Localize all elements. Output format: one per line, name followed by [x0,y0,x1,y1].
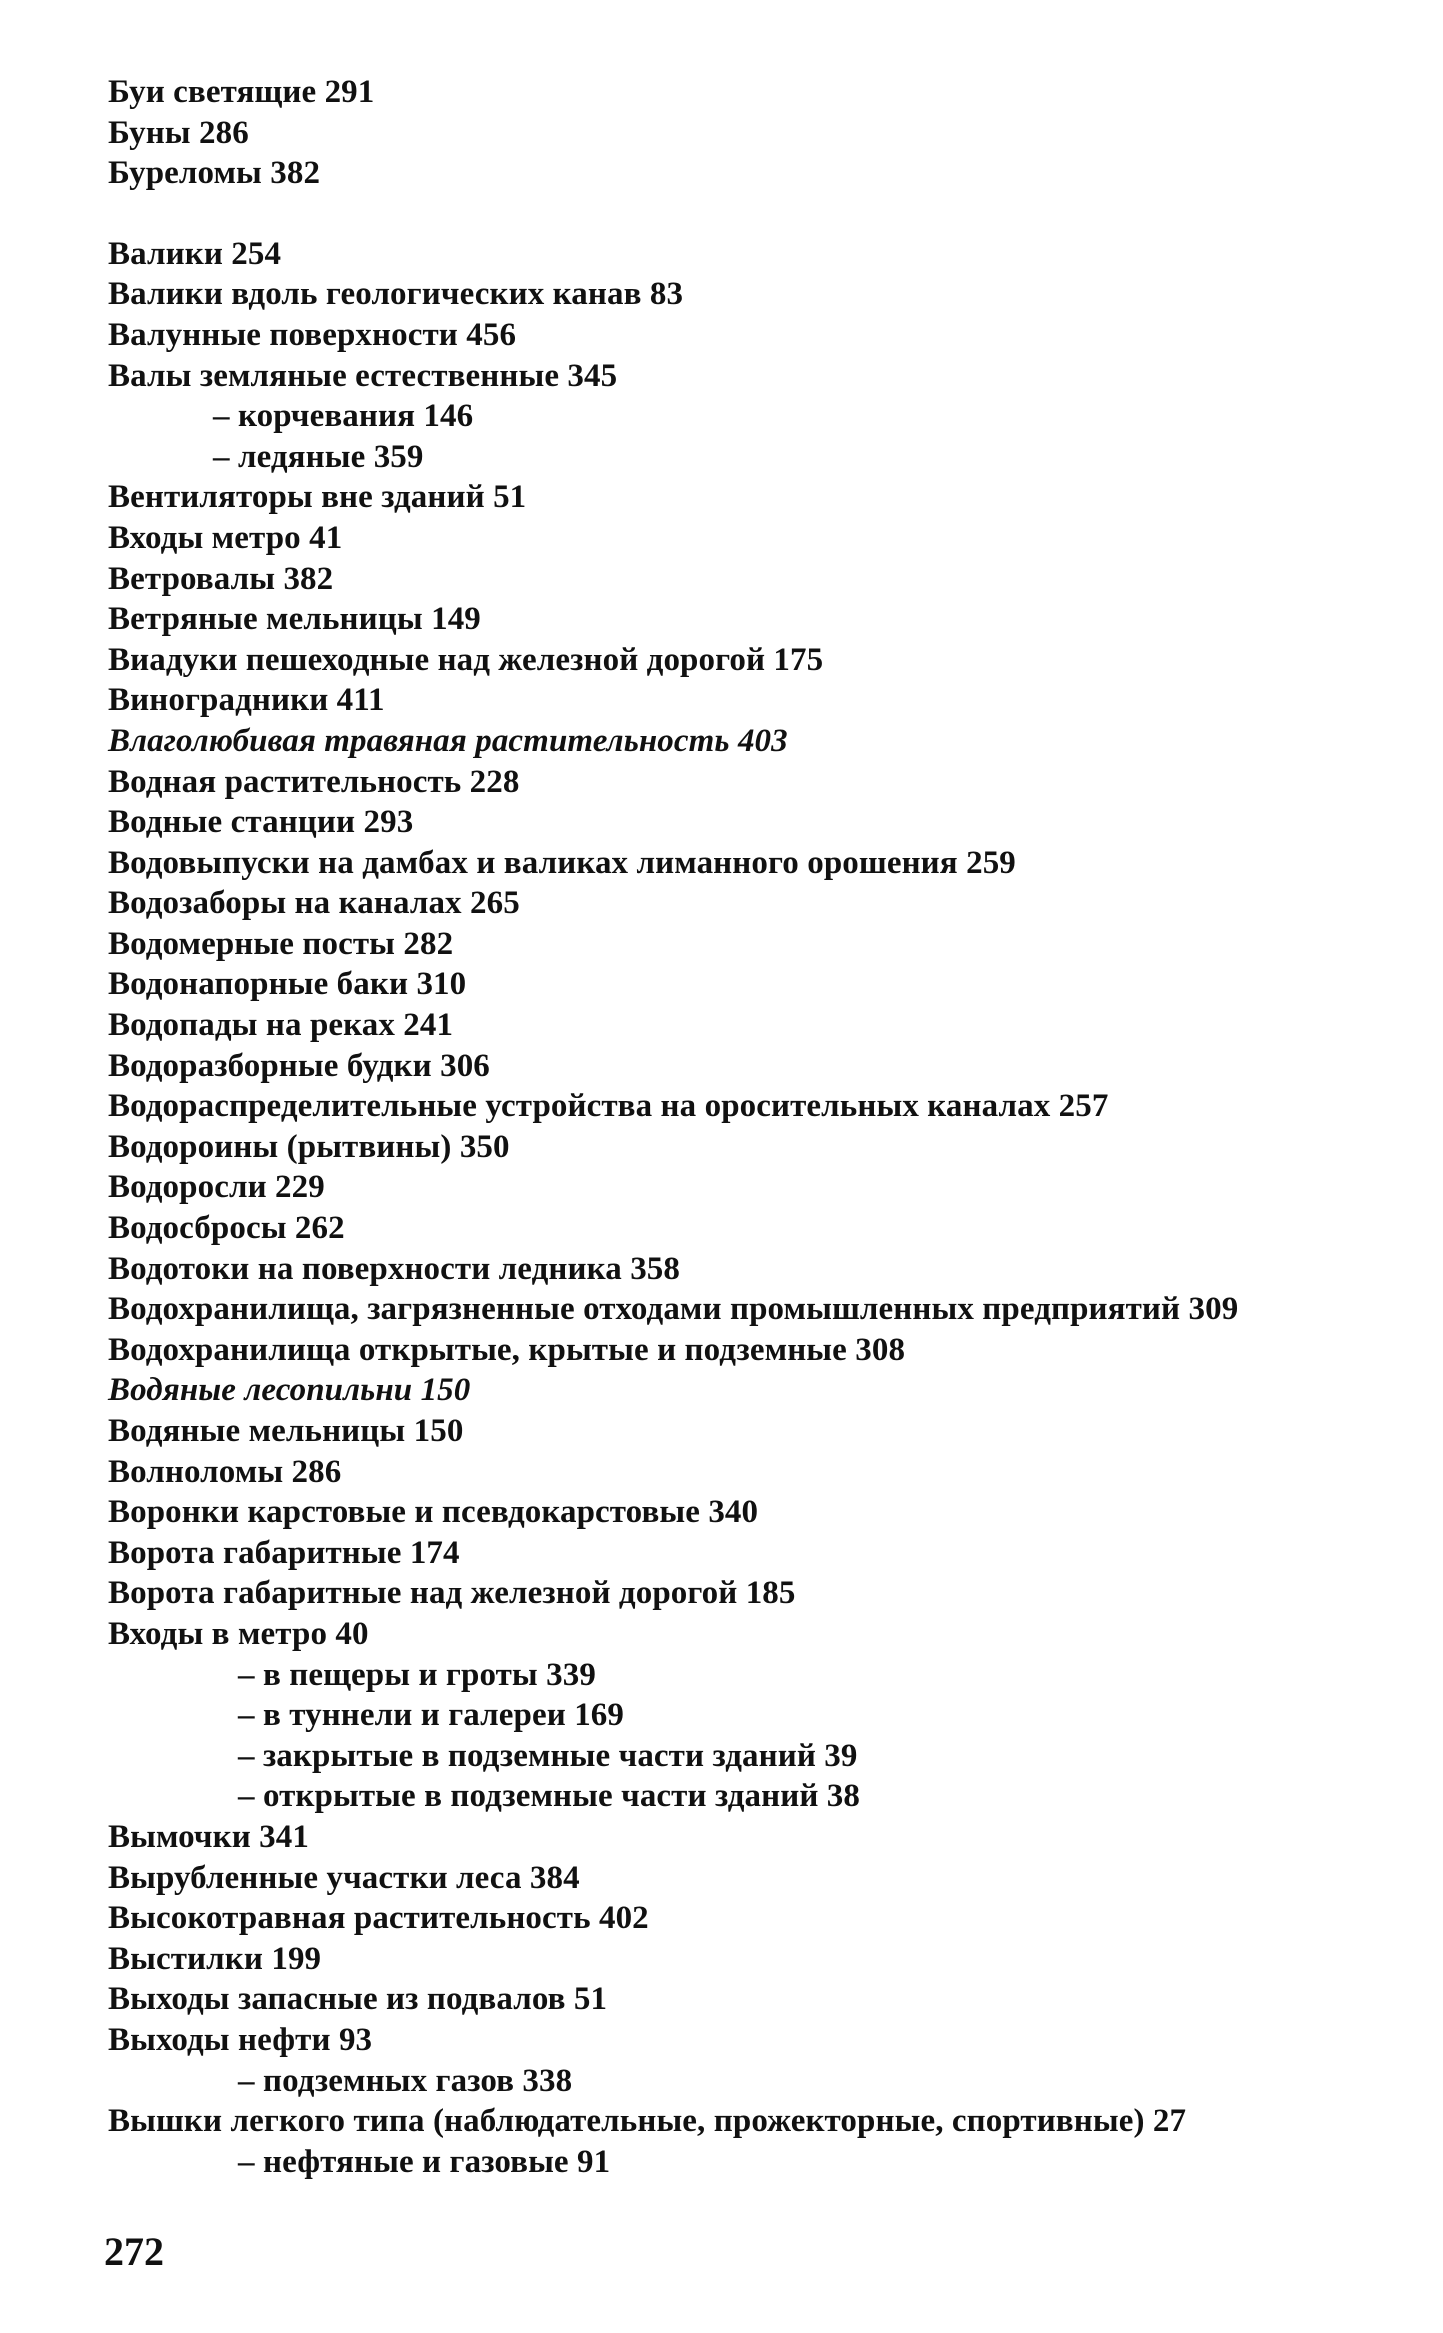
index-entry: Вышки легкого типа (наблюдательные, прожекторные, спортивные) 27 [108,2103,1187,2140]
index-entry: Водосбросы 262 [108,1210,345,1247]
index-entry: Ветряные мельницы 149 [108,601,481,638]
index-entry: Водохранилища, загрязненные отходами промышленных предприятий 309 [108,1291,1239,1328]
index-entry: Ворота габаритные 174 [108,1534,460,1571]
page-number: 272 [104,2229,164,2274]
index-entry: Влаголюбивая травяная растительность 403 [108,722,788,759]
index-entry: Буны 286 [108,114,249,151]
index-entry: Валики 254 [108,235,282,272]
index-subentry: – ледяные 359 [213,438,424,475]
index-entry: Входы в метро 40 [108,1615,369,1652]
index-entry: Водяные мельницы 150 [108,1413,464,1449]
index-subentry: – корчевания 146 [213,398,474,435]
index-entry: Выстилки 199 [108,1940,322,1977]
index-subentry: – закрытые в подземные части зданий 39 [238,1737,858,1774]
index-entry: Водные станции 293 [108,804,414,841]
index-entry: Входы метро 41 [108,519,343,556]
index-entry: Валунные поверхности 456 [108,316,517,353]
index-entry: Высокотравная растительность 402 [108,1900,649,1937]
index-entry: Вымочки 341 [108,1818,309,1855]
index-entry: Ворота габаритные над железной дорогой 185 [108,1575,796,1612]
index-subentry: – подземных газов 338 [238,2062,573,2099]
index-entry: Водонапорные баки 310 [108,966,467,1003]
index-subentry: – нефтяные и газовые 91 [238,2143,611,2180]
index-subentry: – в туннели и галереи 169 [238,1697,625,1734]
index-list [108,72,1368,2182]
index-entry: Водовыпуски на дамбах и валиках лиманного орошения 259 [108,844,1016,881]
index-entry: Вырубленные участки леса 384 [108,1859,580,1896]
index-entry: Виадуки пешеходные над железной дорогой 175 [108,641,824,678]
index-entry: Водотоки на поверхности ледника 358 [108,1250,680,1287]
index-entry: Ветровалы 382 [108,560,334,597]
index-entry: Водоросли 229 [108,1169,325,1206]
index-entry: Виноградники 411 [108,682,385,719]
index-entry: Водоразборные будки 306 [108,1047,490,1084]
index-entry: Выходы нефти 93 [108,2021,373,2058]
index-entry: Водохранилища открытые, крытые и подземные 308 [108,1331,906,1368]
index-entry: Водороины (рытвины) 350 [108,1128,510,1165]
index-entry: Буреломы 382 [108,155,321,192]
index-entry: Воронки карстовые и псевдокарстовые 340 [108,1494,759,1531]
index-entry: Волноломы 286 [108,1453,342,1490]
index-entry: Буи светящие 291 [108,74,375,110]
index-entry: Водомерные посты 282 [108,925,454,962]
index-entry: Валы земляные естественные 345 [108,357,618,394]
index-subentry: – в пещеры и гроты 339 [238,1656,596,1693]
index-entry: Водяные лесопильни 150 [108,1372,471,1409]
index-subentry: – открытые в подземные части зданий 38 [238,1778,861,1815]
index-entry: Вентиляторы вне зданий 51 [108,479,527,516]
index-entry: Водная растительность 228 [108,763,520,800]
index-entry: Водопады на реках 241 [108,1007,454,1044]
index-entry: Валики вдоль геологических канав 83 [108,276,684,313]
index-entry: Водораспределительные устройства на оросительных каналах 257 [108,1088,1109,1125]
index-entry: Выходы запасные из подвалов 51 [108,1981,608,2018]
index-entry: Водозаборы на каналах 265 [108,885,520,922]
